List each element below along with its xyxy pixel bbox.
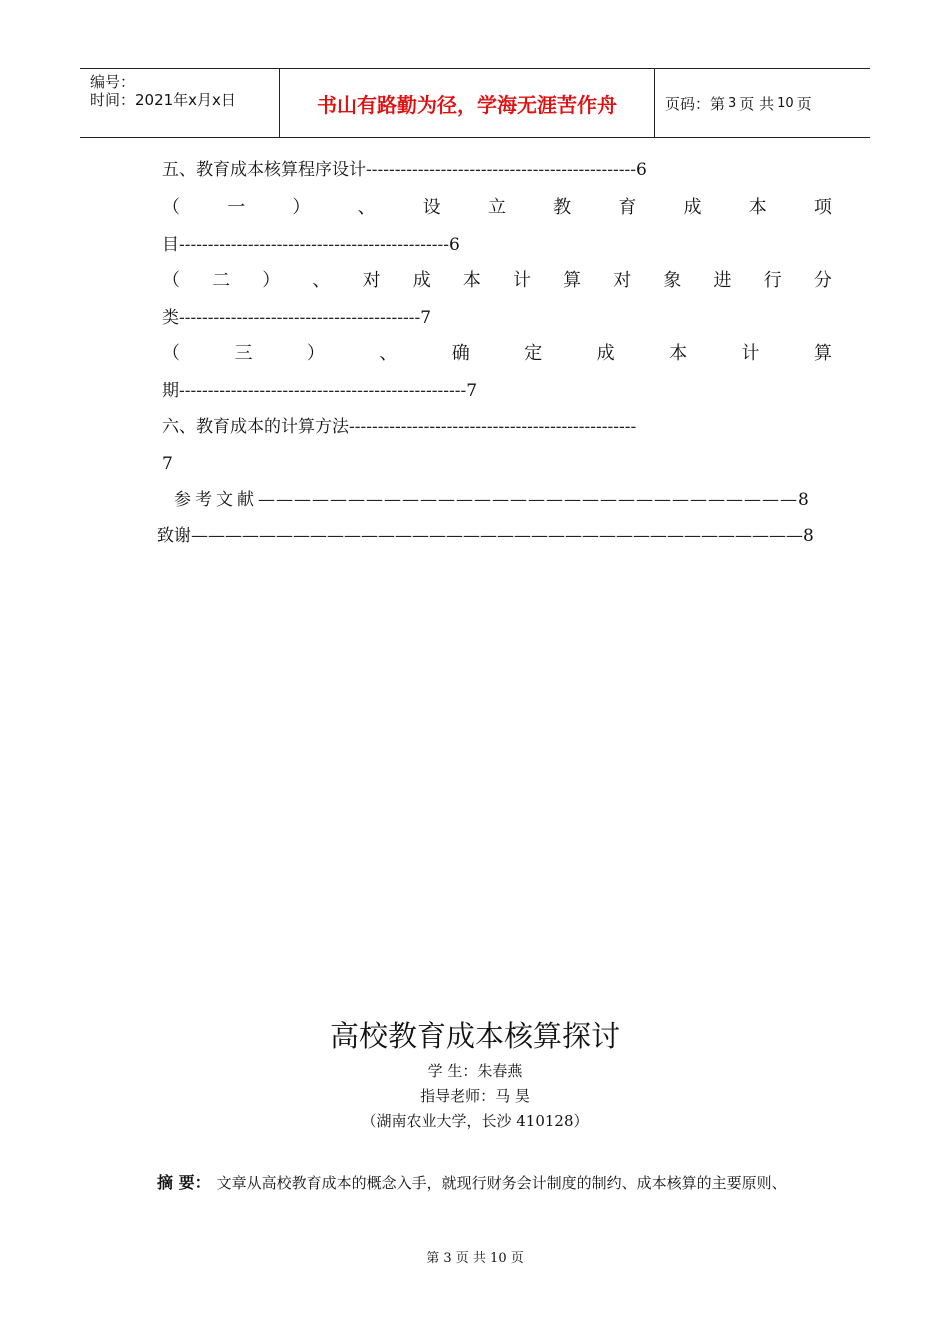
toc-item-5-3-cont <box>162 379 477 403</box>
toc-spread-char: 成 <box>596 343 615 364</box>
toc-leader: ----------------------------------------------- <box>179 235 449 255</box>
toc-spread-char: 本 <box>462 270 481 291</box>
toc-spread-char: ） <box>262 270 281 291</box>
toc-spread-char: 立 <box>487 197 506 218</box>
toc-item-6-page <box>162 452 173 476</box>
abstract-label: 摘 要： <box>157 1173 211 1192</box>
toc-spread-char: ） <box>306 343 325 364</box>
header-meta <box>80 69 280 137</box>
article-title: 高校教育成本核算探讨 <box>329 1019 620 1053</box>
toc-spread-char: （ <box>162 197 180 218</box>
toc-spread-char: （ <box>162 270 180 291</box>
page-total: 10 <box>777 95 794 111</box>
toc-item-5[interactable] <box>162 158 647 182</box>
toc-item-cont: 期 <box>162 381 179 401</box>
toc-item-acknowledgements[interactable] <box>157 524 814 548</box>
abstract-text: 文章从高校教育成本的概念入手，就现行财务会计制度的制约、成本核算的主要原则、 <box>216 1174 787 1192</box>
toc-spread-char: 、 <box>312 270 331 291</box>
toc-item-5-2-cont <box>162 306 431 330</box>
toc-page-number: 7 <box>466 381 478 401</box>
toc-item-6[interactable] <box>162 415 636 439</box>
toc-leader: ———————————————————————————————————— <box>191 526 803 546</box>
toc-leader: -------------------------------------------------- <box>179 381 467 401</box>
toc-spread-char: 算 <box>813 343 832 364</box>
page-current: 3 <box>728 95 737 111</box>
toc-spread-char: 算 <box>563 270 582 291</box>
toc-spread-char: 进 <box>713 270 732 291</box>
toc-item-5-1-chars[interactable] <box>162 196 832 220</box>
toc-spread-char: 二 <box>212 270 231 291</box>
toc-page-number: 6 <box>635 160 647 180</box>
toc-page-number: 6 <box>448 235 460 255</box>
toc-spread-char: 一 <box>227 197 246 218</box>
toc-spread-char: 计 <box>741 343 760 364</box>
page-footer: 第 3 页 共 10 页 <box>426 1251 524 1266</box>
toc-spread-char: 项 <box>813 197 832 218</box>
toc-spread-char: 象 <box>663 270 682 291</box>
toc-spread-char: 分 <box>813 270 832 291</box>
toc-spread-char: 成 <box>683 197 702 218</box>
toc-item-references[interactable] <box>174 488 813 512</box>
header-page-indicator <box>655 69 870 137</box>
toc-leader: -------------------------------------------------- <box>349 417 637 437</box>
toc-spread-char: 教 <box>553 197 572 218</box>
toc-spread-char: 本 <box>748 197 767 218</box>
toc-page-number: 8 <box>803 526 814 546</box>
toc-spread-char: （ <box>162 343 180 364</box>
toc-leader: ------------------------------------------ <box>179 308 421 328</box>
toc-item-text: 六、教育成本的计算方法 <box>162 417 349 437</box>
toc-item-cont: 类 <box>162 308 179 328</box>
toc-item-5-1-cont <box>162 233 460 257</box>
toc-page-number: 7 <box>420 308 432 328</box>
toc-item-text: 参考文献 <box>174 490 258 510</box>
toc-page-number: 8 <box>798 490 813 510</box>
toc-item-5-3-chars[interactable] <box>162 342 832 366</box>
toc-item-cont: 目 <box>162 235 179 255</box>
page-prefix: 页码：第 <box>665 94 726 113</box>
toc-spread-char: 定 <box>524 343 543 364</box>
toc-spread-char: 对 <box>613 270 632 291</box>
toc-item-text: 致谢 <box>157 526 191 546</box>
toc-spread-char: 育 <box>618 197 637 218</box>
toc-spread-char: 成 <box>412 270 431 291</box>
toc-leader: —————————————————————————————— <box>258 490 798 510</box>
advisor-line: 指导老师：马 昊 <box>420 1087 530 1105</box>
header-motto: 书山有路勤为径，学海无涯苦作舟 <box>280 69 655 137</box>
time-label: 时间：2021年x月x日 <box>90 91 236 109</box>
page-mid: 页 共 <box>739 94 775 113</box>
abstract <box>157 1170 787 1193</box>
toc-leader: ----------------------------------------------- <box>366 160 636 180</box>
toc-spread-char: 、 <box>379 343 398 364</box>
toc-spread-char: 计 <box>512 270 531 291</box>
toc-spread-char: 、 <box>357 197 376 218</box>
page-suffix: 页 <box>796 94 812 113</box>
toc-item-5-2-chars[interactable] <box>162 269 832 293</box>
student-line: 学 生：朱春燕 <box>427 1062 523 1080</box>
toc-spread-char: 确 <box>451 343 470 364</box>
toc-spread-char: 对 <box>362 270 381 291</box>
toc-spread-char: ） <box>292 197 311 218</box>
toc-spread-char: 三 <box>234 343 253 364</box>
toc-page-number: 7 <box>162 454 173 474</box>
toc-spread-char: 本 <box>669 343 688 364</box>
affiliation-line: （湖南农业大学，长沙 410128） <box>361 1112 589 1130</box>
toc-spread-char: 行 <box>763 270 782 291</box>
toc-spread-char: 设 <box>422 197 441 218</box>
page-header <box>80 68 870 138</box>
number-label: 编号： <box>90 73 136 91</box>
toc-item-text: 五、教育成本核算程序设计 <box>162 160 366 180</box>
